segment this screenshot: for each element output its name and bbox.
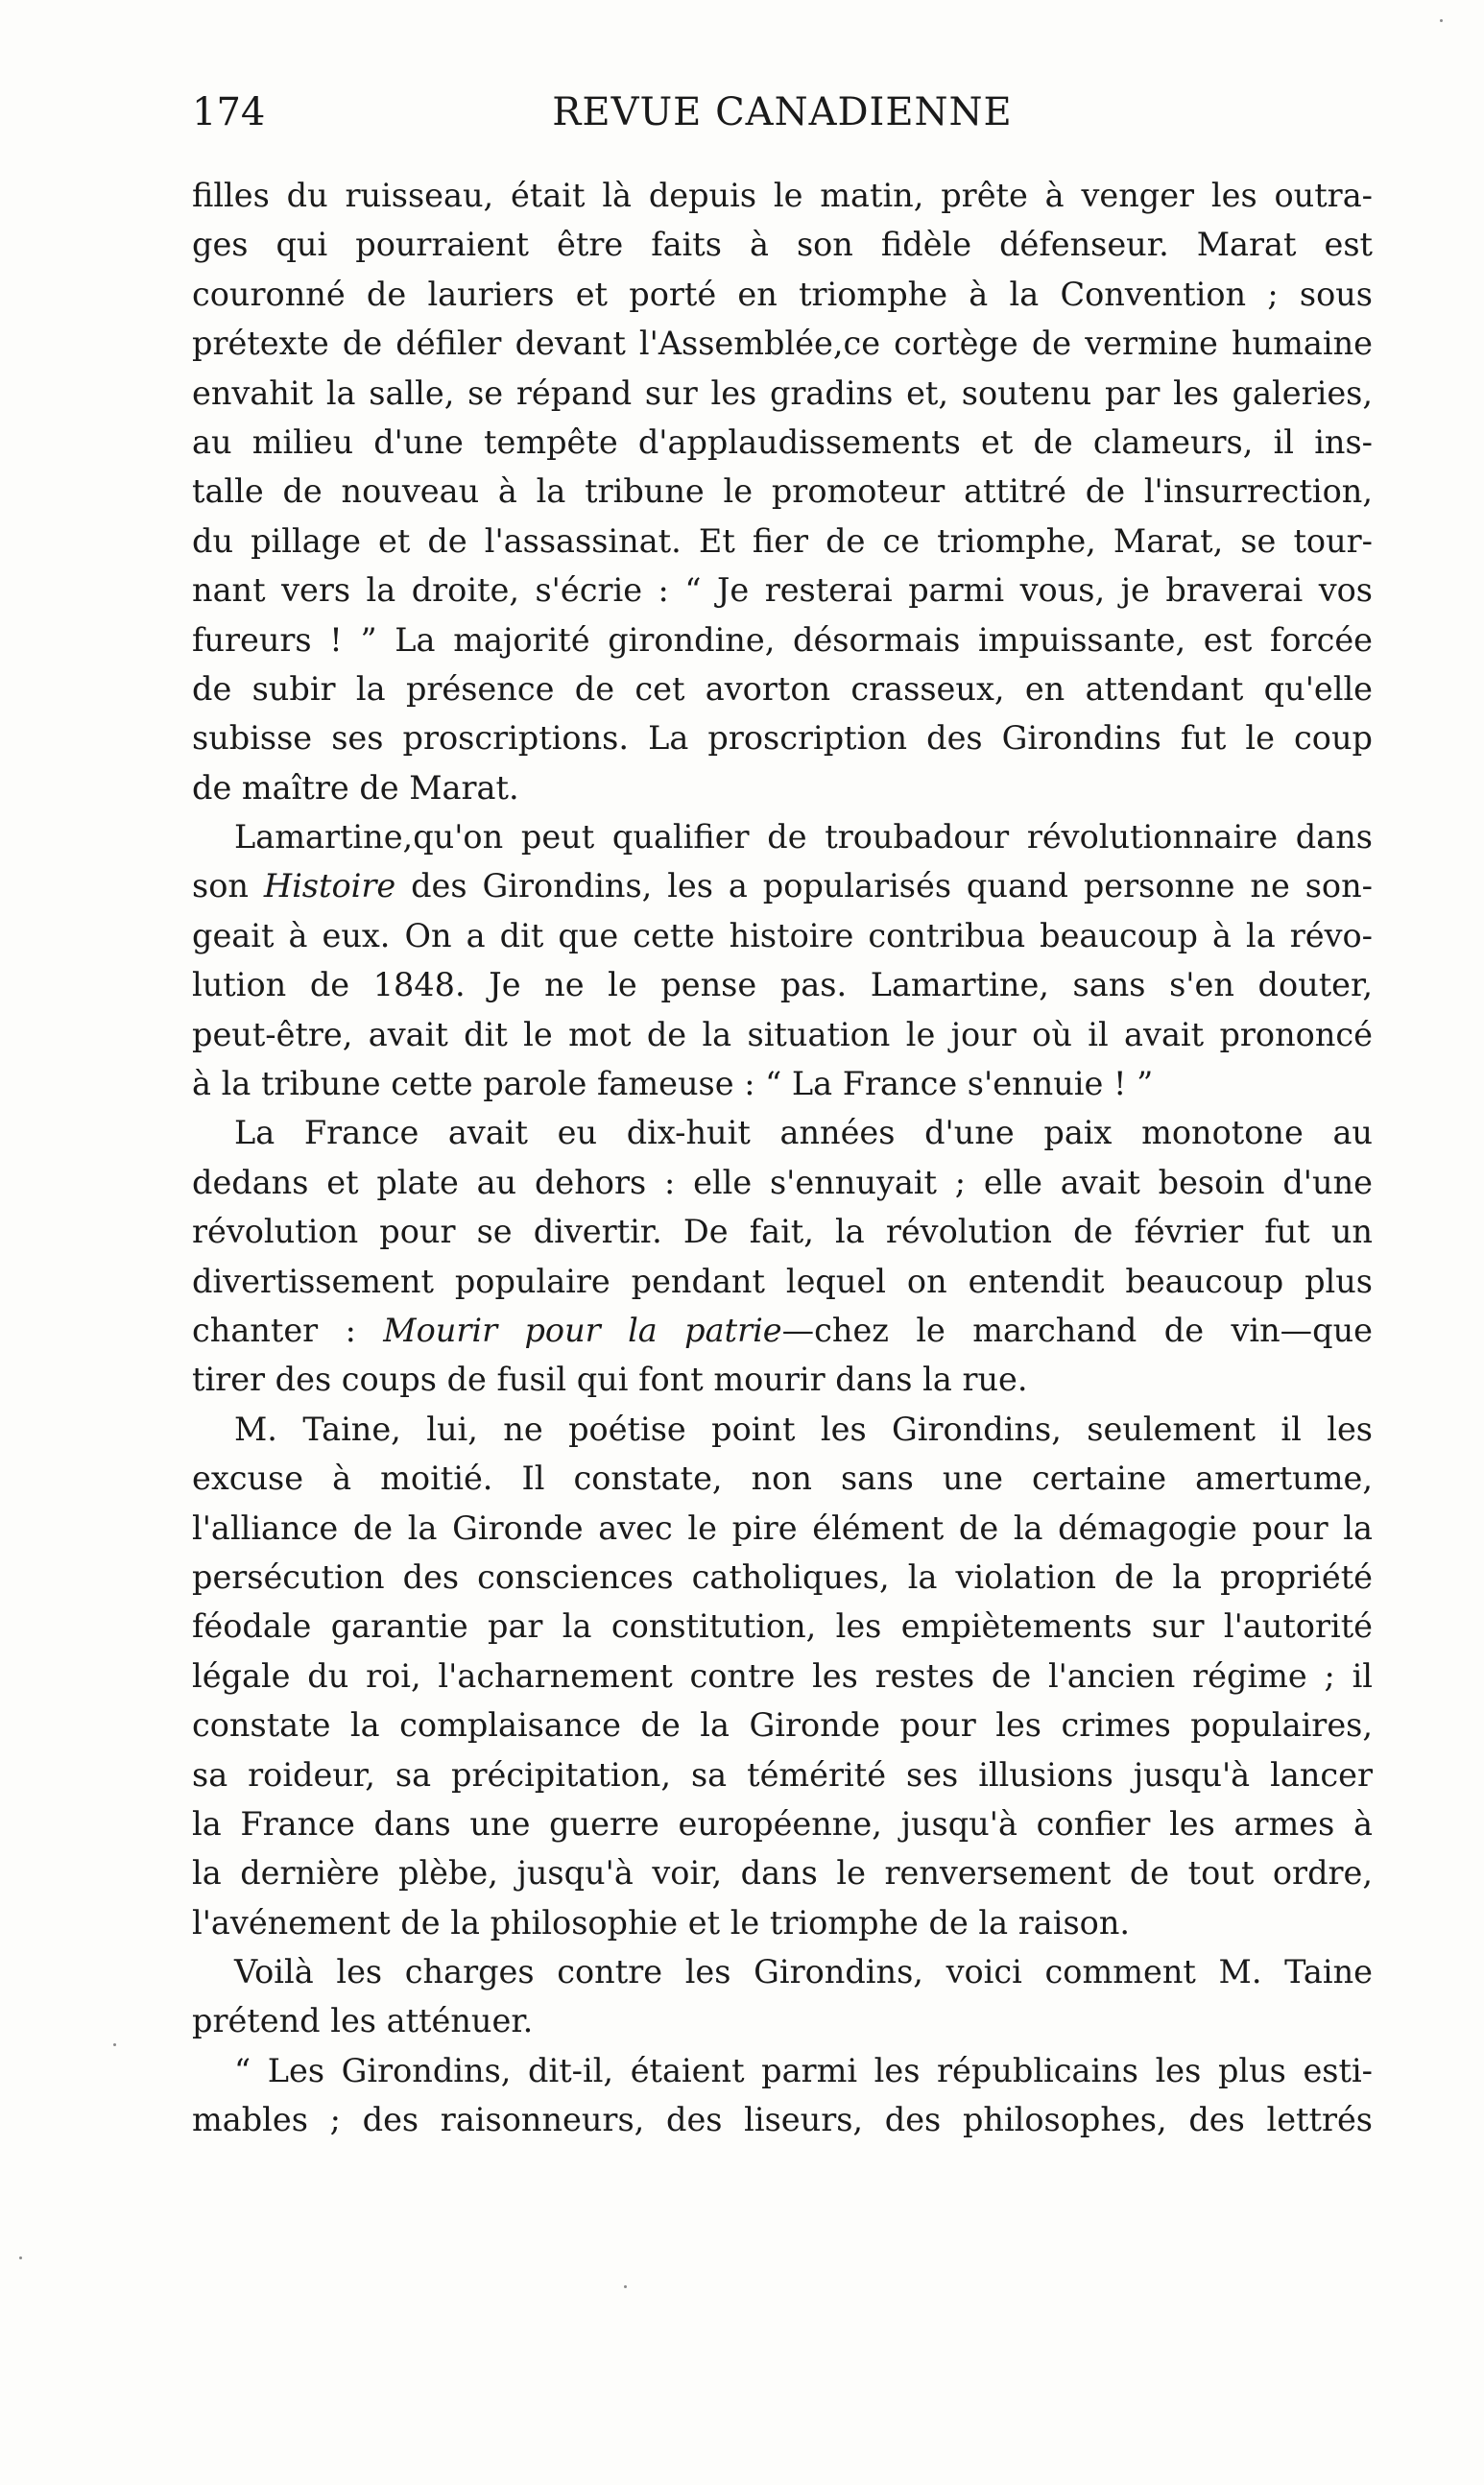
text-line: La France avait eu dix-huit années d'une paix monotone au bbox=[234, 1114, 1373, 1152]
text-line: de subir la présence de cet avorton crasseux, en attendant qu'elle bbox=[192, 669, 1373, 708]
text-line: tirer des coups de fusil qui font mourir dans la rue. bbox=[192, 1361, 1028, 1399]
text-line-with-italic bbox=[192, 861, 1373, 910]
text-line: lution de 1848. Je ne le pense pas. Lamartine, sans s'en douter, bbox=[192, 966, 1373, 1004]
text-line: la dernière plèbe, jusqu'à voir, dans le renversement de tout ordre, bbox=[192, 1854, 1373, 1893]
text-line: de maître de Marat. bbox=[192, 768, 519, 807]
text-line: persécution des consciences catholiques, la violation de la propriété bbox=[192, 1557, 1373, 1596]
scan-speck bbox=[1440, 19, 1443, 22]
text-line: féodale garantie par la constitution, les empiètements sur l'autorité bbox=[192, 1607, 1373, 1646]
text-line: M. Taine, lui, ne poétise point les Girondins, seulement il les bbox=[234, 1410, 1373, 1448]
italic-quote-mourir-pour-la-patrie: Mourir pour la patrie bbox=[383, 1311, 782, 1349]
text-line: prétend les atténuer. bbox=[192, 2002, 534, 2040]
text-line: talle de nouveau à la tribune le promoteur attitré de l'insurrection, bbox=[192, 472, 1373, 511]
text-run: son bbox=[192, 867, 249, 905]
page-header bbox=[192, 90, 1373, 148]
text-line: constate la complaisance de la Gironde pour les crimes populaires, bbox=[192, 1706, 1373, 1745]
text-line: Lamartine,qu'on peut qualifier de troubadour révolutionnaire dans bbox=[234, 818, 1373, 856]
scan-speck bbox=[19, 2256, 22, 2259]
text-line: l'avénement de la philosophie et le triomphe de la raison. bbox=[192, 1903, 1131, 1942]
text-line: subisse ses proscriptions. La proscription des Girondins fut le coup bbox=[192, 719, 1373, 758]
text-line: fureurs ! ” La majorité girondine, désormais impuissante, est forcée bbox=[192, 620, 1373, 659]
text-line-with-italic bbox=[192, 1306, 1373, 1355]
text-line: peut-être, avait dit le mot de la situation le jour où il avait prononcé bbox=[192, 1015, 1373, 1053]
text-run: chanter : bbox=[192, 1311, 356, 1349]
text-line: geait à eux. On a dit que cette histoire contribua beaucoup à la révo- bbox=[192, 916, 1373, 954]
text-line: filles du ruisseau, était là depuis le matin, prête à venger les outra- bbox=[192, 177, 1373, 214]
text-line: dedans et plate au dehors : elle s'ennuyait ; elle avait besoin d'une bbox=[192, 1163, 1373, 1201]
text-line: au milieu d'une tempête d'applaudissements et de clameurs, il ins- bbox=[192, 422, 1373, 461]
page-number: 174 bbox=[192, 90, 266, 134]
text-line: légale du roi, l'acharnement contre les restes de l'ancien régime ; il bbox=[192, 1656, 1373, 1695]
text-line: excuse à moitié. Il constate, non sans une certaine amertume, bbox=[192, 1460, 1373, 1498]
text-line: nant vers la droite, s'écrie : “ Je resterai parmi vous, je braverai vos bbox=[192, 571, 1373, 610]
text-line: mables ; des raisonneurs, des liseurs, des philosophes, des lettrés bbox=[192, 2101, 1373, 2139]
body-text bbox=[192, 171, 1373, 2145]
text-line: envahit la salle, se répand sur les gradins et, soutenu par les galeries, bbox=[192, 374, 1373, 412]
text-line: la France dans une guerre européenne, jusqu'à confier les armes à bbox=[192, 1804, 1373, 1843]
text-line: du pillage et de l'assassinat. Et fier de ce triomphe, Marat, se tour- bbox=[192, 521, 1373, 560]
text-line: divertissement populaire pendant lequel on entendit beaucoup plus bbox=[192, 1262, 1373, 1300]
text-line: l'alliance de la Gironde avec le pire élément de la démagogie pour la bbox=[192, 1508, 1373, 1547]
text-run: —chez le marchand de vin—que bbox=[781, 1311, 1374, 1349]
text-line: sa roideur, sa précipitation, sa témérité ses illusions jusqu'à lancer bbox=[192, 1755, 1373, 1794]
text-run: des Girondins, les a popularisés quand personne ne son- bbox=[411, 867, 1373, 905]
text-line: à la tribune cette parole fameuse : “ La France s'ennuie ! ” bbox=[192, 1065, 1154, 1103]
text-line: “ Les Girondins, dit-il, étaient parmi les républicains les plus esti- bbox=[234, 2051, 1373, 2089]
italic-title-histoire: Histoire bbox=[263, 867, 396, 905]
scan-speck bbox=[113, 2043, 116, 2046]
running-title: REVUE CANADIENNE bbox=[552, 90, 1013, 134]
text-line: ges qui pourraient être faits à son fidèle défenseur. Marat est bbox=[192, 226, 1373, 264]
scan-speck bbox=[624, 2285, 627, 2288]
text-line: prétexte de défiler devant l'Assemblée,ce cortège de vermine humaine bbox=[192, 325, 1373, 363]
text-line: couronné de lauriers et porté en triomphe à la Convention ; sous bbox=[192, 275, 1373, 313]
text-line: révolution pour se divertir. De fait, la révolution de février fut un bbox=[192, 1213, 1373, 1251]
text-line: Voilà les charges contre les Girondins, voici comment M. Taine bbox=[234, 1953, 1373, 1991]
